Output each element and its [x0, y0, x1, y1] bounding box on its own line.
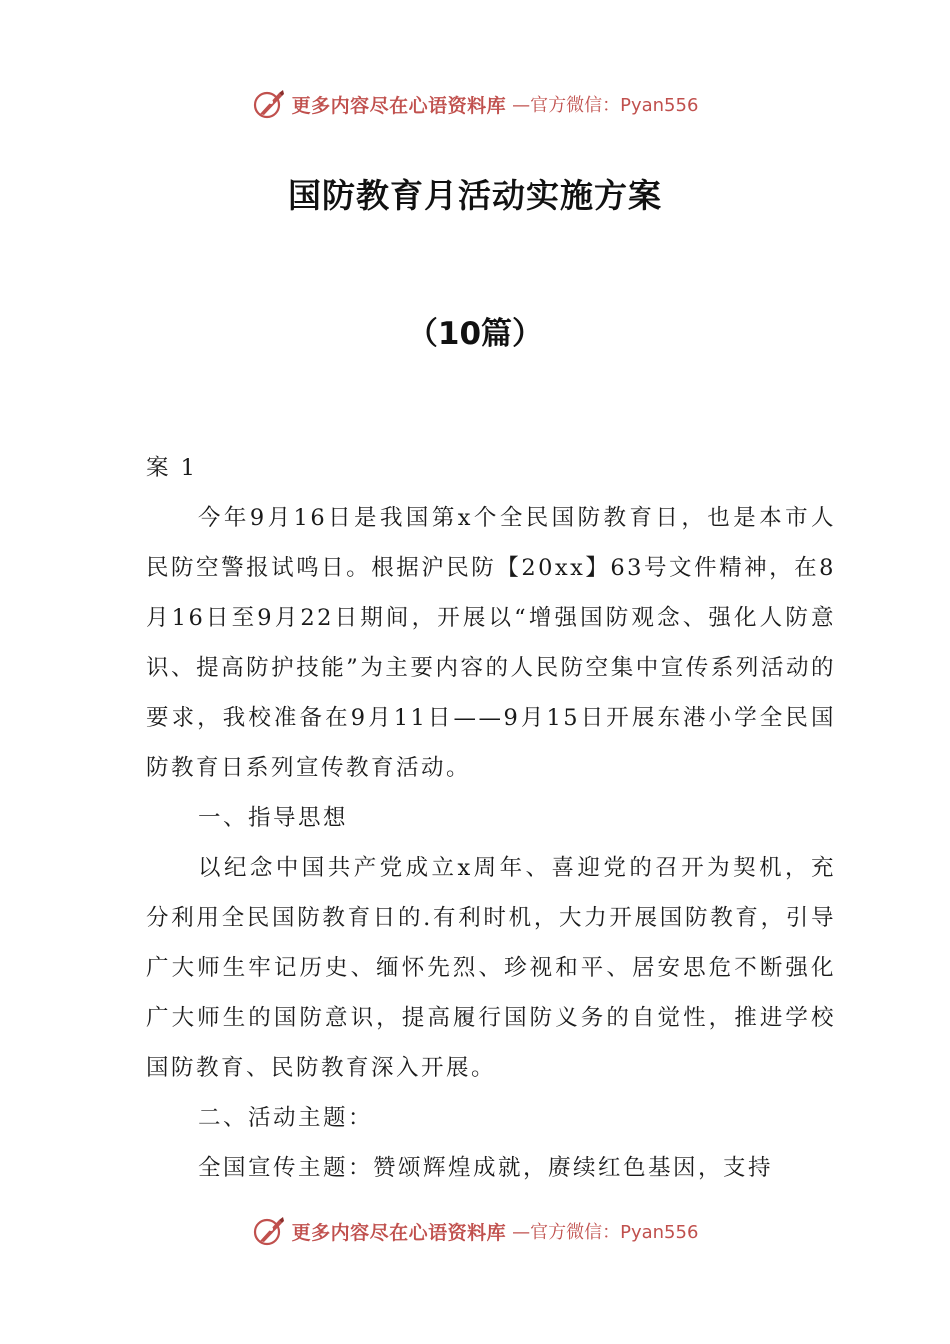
watermark-brand: 更多内容尽在心语资料库: [291, 94, 507, 117]
footer-watermark: [0, 1211, 950, 1251]
paragraph-national-theme: 全国宣传主题：赞颂辉煌成就，赓续红色基因，支持: [198, 1155, 774, 1181]
watermark-brand: 更多内容尽在心语资料库: [291, 1221, 507, 1244]
heading-guiding-thought: 一、指导思想: [198, 805, 349, 831]
section-heading: 案 1: [146, 455, 198, 481]
document-body: [146, 443, 836, 1193]
watermark-wechat: —官方微信：Pyan556: [512, 95, 699, 116]
document-title: 国防教育月活动实施方案: [288, 176, 662, 215]
quill-pen-circle-icon: [252, 1214, 286, 1248]
paragraph-guiding-thought: 以纪念中国共产党成立x周年、喜迎党的召开为契机，充分利用全民国防教育日的.有利时机，大力开展国防教育，引导广大师生牢记历史、缅怀先烈、珍视和平、居安思危不断强化广大师生的国防意识，提高履行国防义务的自觉性，推进学校国防教育、民防教育深入开展。: [146, 855, 836, 1081]
paragraph-intro: 今年9月16日是我国第x个全民国防教育日，也是本市人民防空警报试鸣日。根据沪民防【20xx】63号文件精神，在8月16日至9月22日期间，开展以“增强国防观念、强化人防意识、提高防护技能”为主要内容的人民防空集中宣传系列活动的要求，我校准备在9月11日——9月15日开展东港小学全民国防教育日系列宣传教育活动。: [146, 505, 836, 781]
quill-pen-circle-icon: [252, 87, 286, 121]
document-subtitle: （10篇）: [406, 316, 544, 352]
watermark-wechat: —官方微信：Pyan556: [512, 1222, 699, 1243]
heading-activity-theme: 二、活动主题：: [198, 1105, 374, 1131]
header-watermark: [0, 84, 950, 124]
